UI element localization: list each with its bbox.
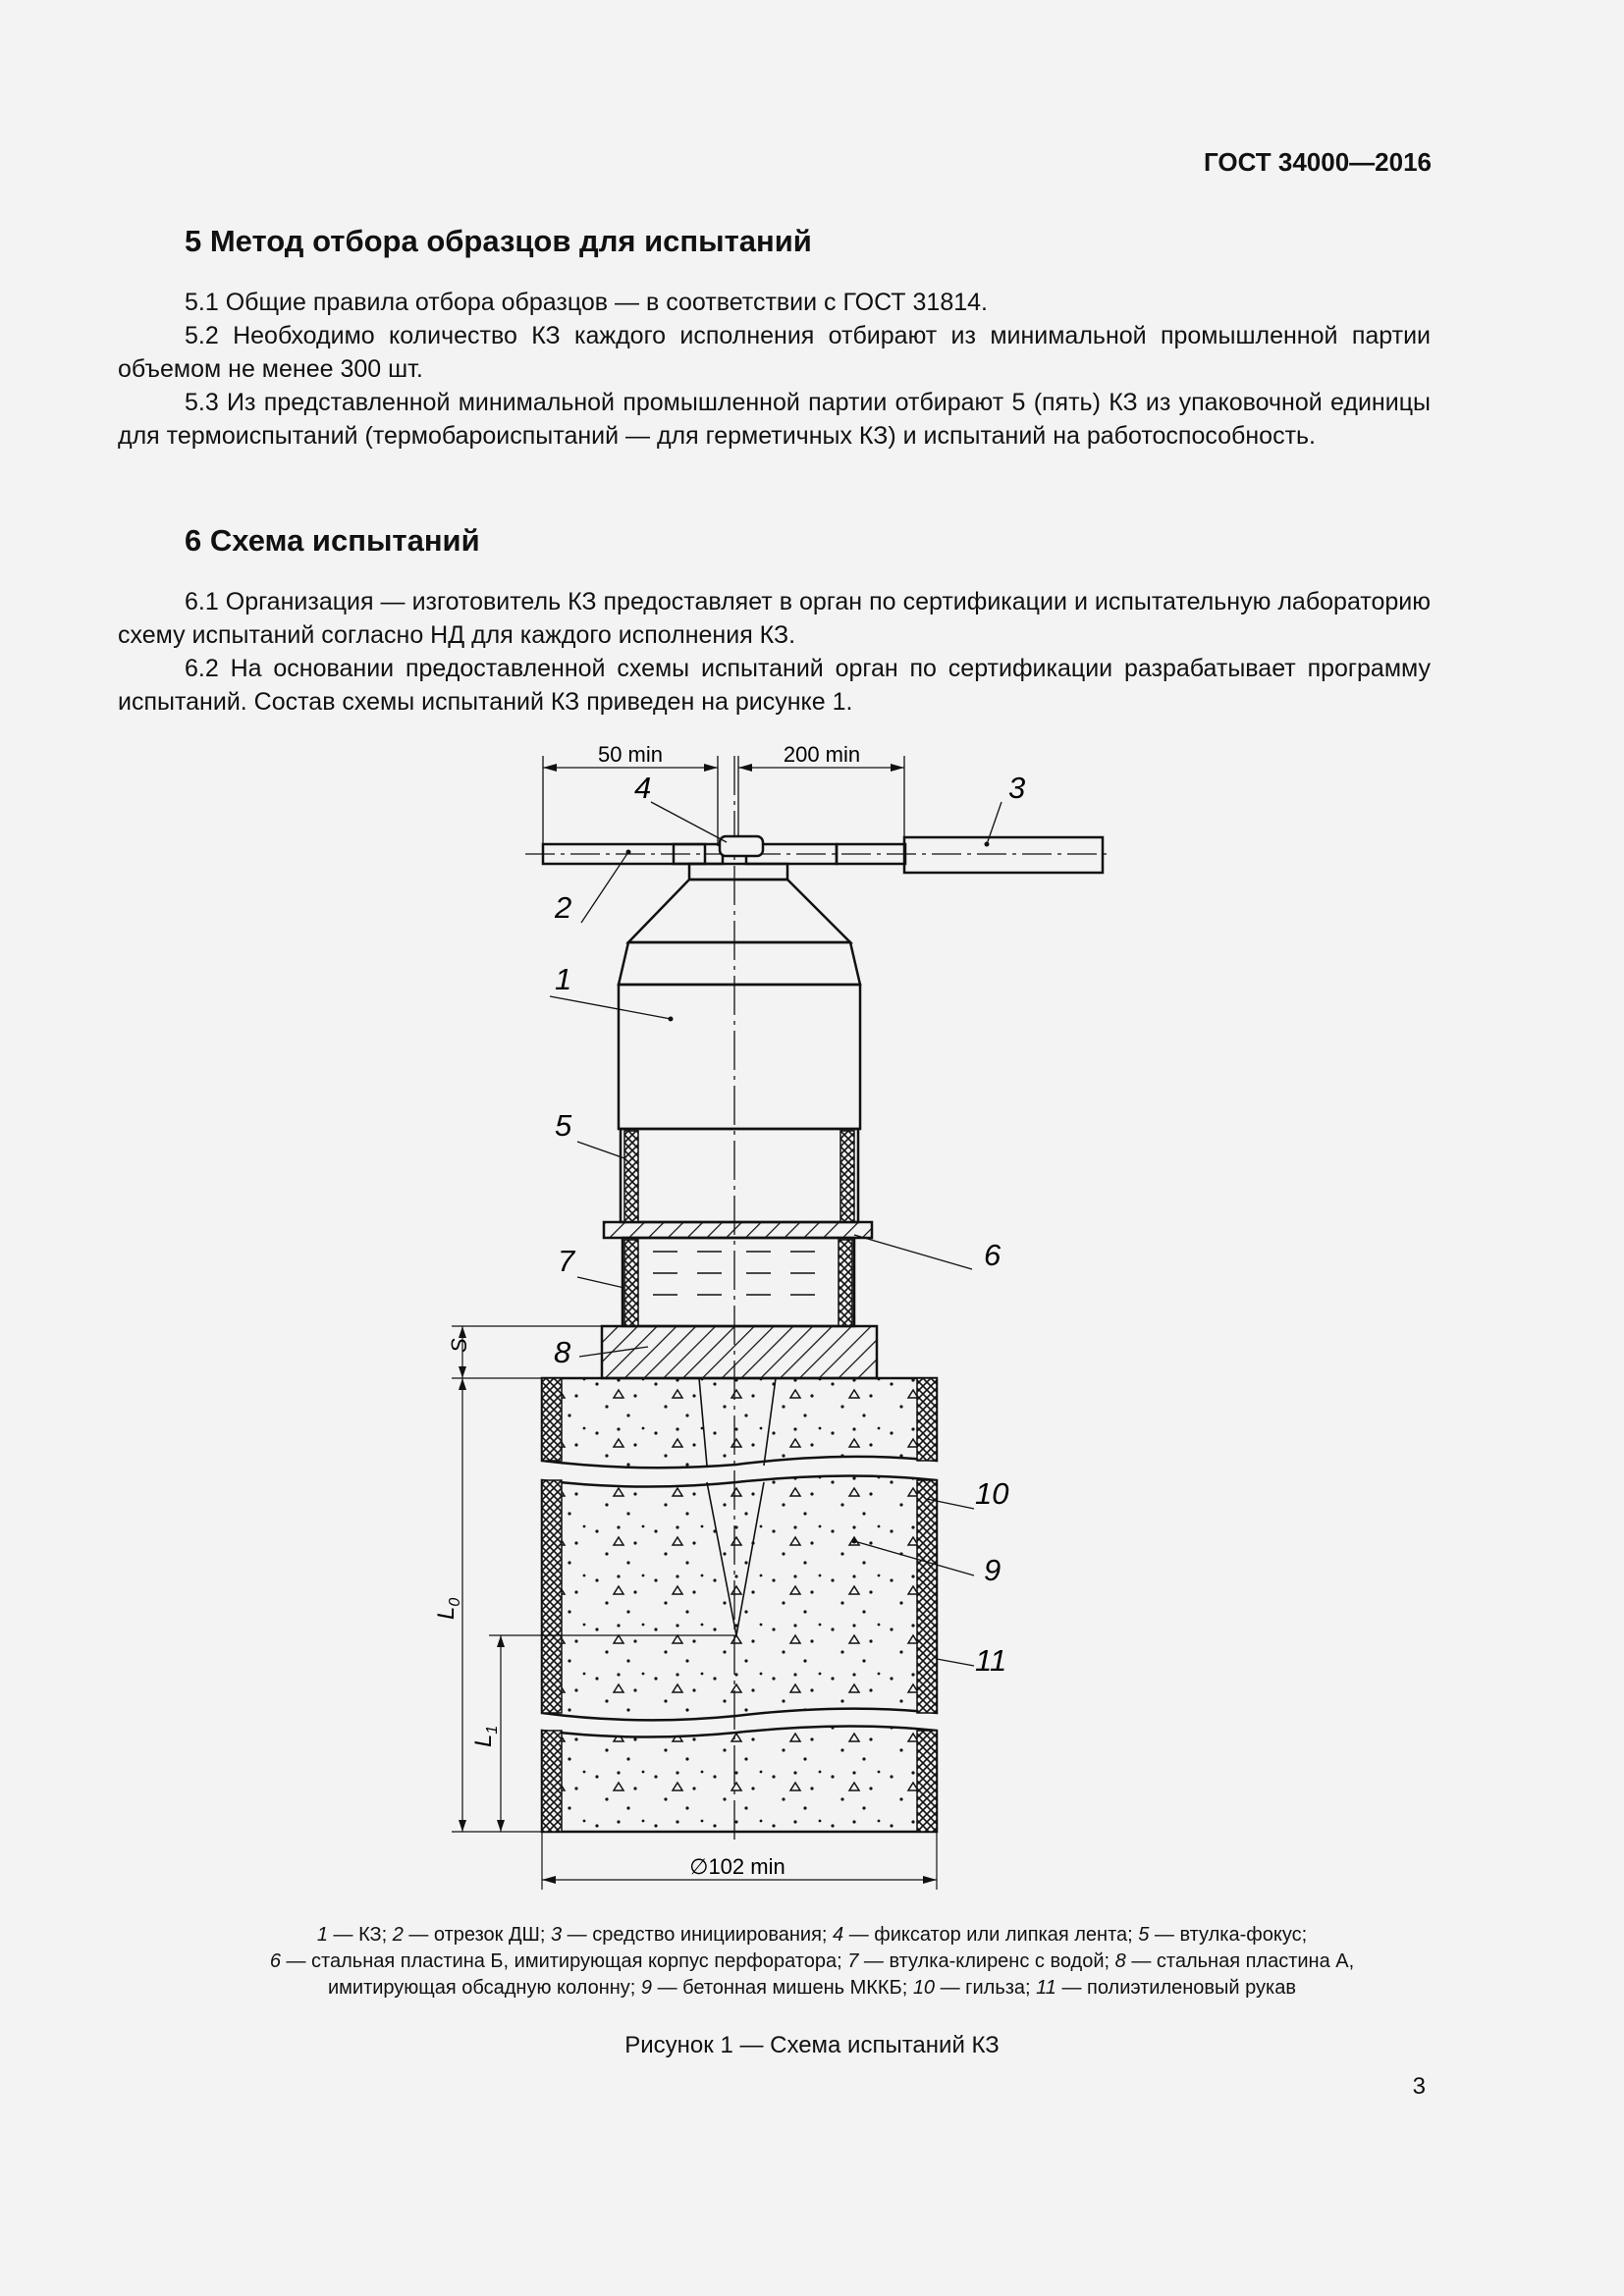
callout-8: 8 (554, 1335, 571, 1369)
callout-4: 4 (634, 771, 652, 805)
dim-l1: $L_1$ (470, 1725, 501, 1747)
paragraph-6-1: 6.1 Организация — изготовитель КЗ предоставляет в орган по сертификации и испытательную лабораторию схему испытаний согласно НД для каждого исполнения КЗ. (118, 588, 1431, 649)
dim-50-min: 50 min (597, 742, 664, 767)
paragraph-5-3: 5.3 Из представленной минимальной промышленной партии отбирают 5 (пять) КЗ из упаковочной единицы для термоиспытаний (термобароиспытаний — для герметичных КЗ) и испытаний на работоспособность. (118, 389, 1431, 450)
standard-number: ГОСТ 34000—2016 (1204, 147, 1432, 177)
page-number: 3 (1412, 2073, 1426, 2100)
callout-6: 6 (984, 1238, 1001, 1272)
callout-9: 9 (984, 1553, 1001, 1587)
callout-3: 3 (1008, 771, 1026, 805)
figure-legend-line-1: 1 — КЗ; 2 — отрезок ДШ; 3 — средство инициирования; 4 — фиксатор или липкая лента; 5 — втулка-фокус; (316, 1924, 1308, 1946)
dim-200-min: 200 min (783, 742, 861, 767)
callout-2: 2 (555, 890, 572, 925)
paragraph-5-2: 5.2 Необходимо количество КЗ каждого исполнения отбирают из минимальной промышленной партии объемом не менее 300 шт. (118, 322, 1431, 383)
dim-s: S (447, 1338, 471, 1353)
callout-5: 5 (555, 1108, 572, 1143)
section-5-title: 5 Метод отбора образцов для испытаний (185, 224, 812, 258)
callout-10: 10 (975, 1476, 1009, 1511)
figure-caption: Рисунок 1 — Схема испытаний КЗ (624, 2032, 1000, 2058)
dim-l0: $L_0$ (433, 1597, 463, 1620)
callout-1: 1 (555, 962, 572, 996)
dim-diameter: ∅102 min (689, 1854, 785, 1879)
callout-11: 11 (975, 1643, 1007, 1678)
callout-7: 7 (558, 1244, 575, 1278)
concrete-target (542, 1378, 937, 1832)
paragraph-6-2: 6.2 На основании предоставленной схемы испытаний орган по сертификации разрабатывает программу испытаний. Состав схемы испытаний КЗ приведен на рисунке 1. (118, 655, 1431, 716)
figure-legend-line-3: имитирующая обсадную колонну; 9 — бетонная мишень МККБ; 10 — гильза; 11 — полиэтиленовый рукав (327, 1977, 1296, 1999)
paragraph-5-1: 5.1 Общие правила отбора образцов — в соответствии с ГОСТ 31814. (185, 289, 988, 316)
figure-legend-line-2: 6 — стальная пластина Б, имитирующая корпус перфоратора; 7 — втулка-клиренс с водой; 8 — стальная пластина А, (269, 1950, 1355, 1972)
section-6-title: 6 Схема испытаний (185, 523, 480, 558)
